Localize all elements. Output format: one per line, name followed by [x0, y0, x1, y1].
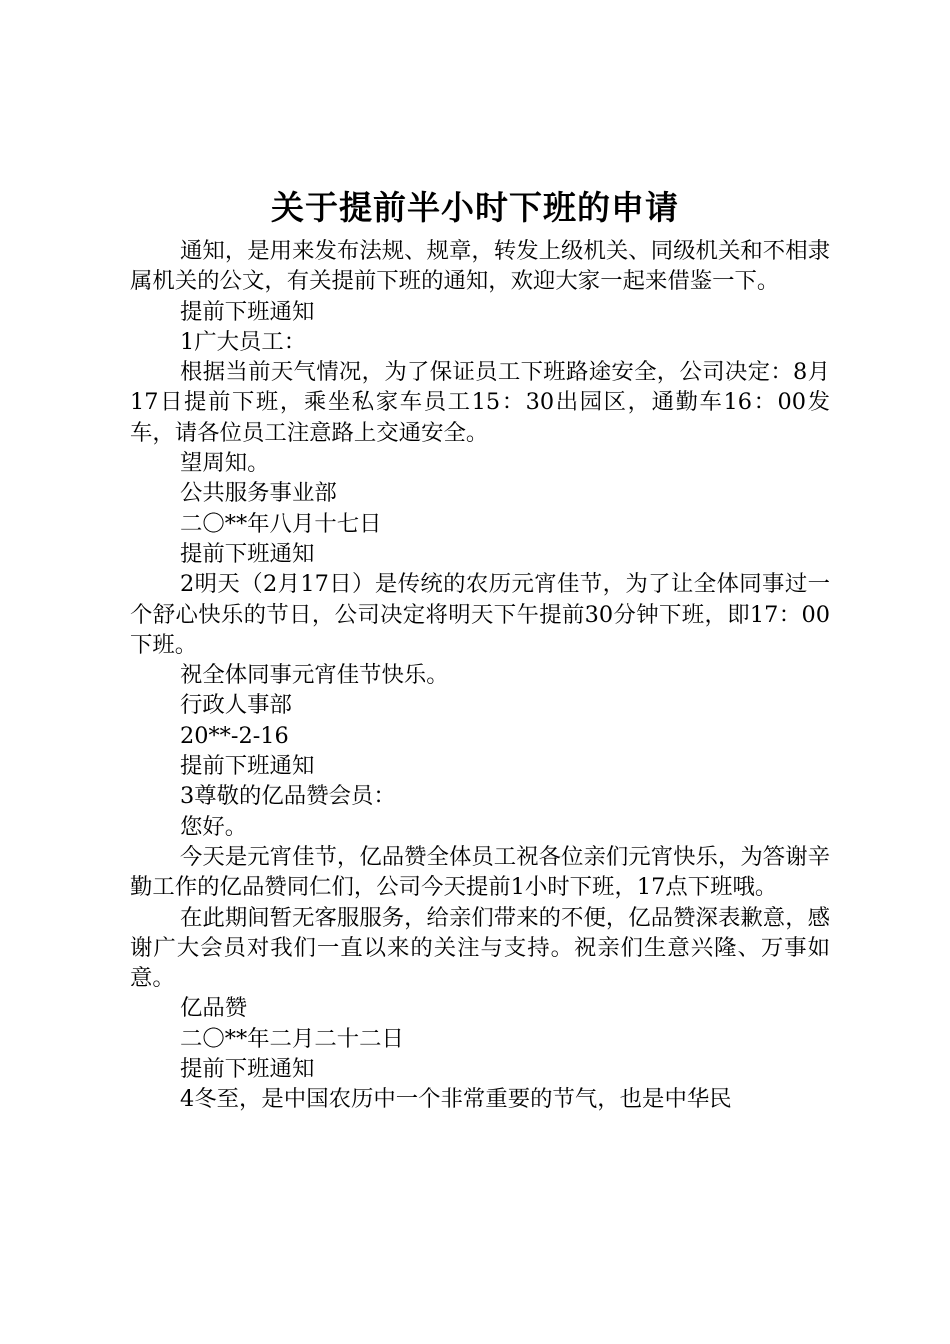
notice-3-greeting: 您好。	[180, 813, 248, 840]
notice-3-issuer: 亿品赞	[180, 995, 248, 1022]
notice-3-body: 今天是元宵佳节，亿品赞全体员工祝各位亲们元宵快乐，为答谢辛勤工作的亿品赞同仁们，公司今天提前1小时下班，17点下班哦。	[130, 843, 830, 901]
notice-3-salutation: 3尊敬的亿品赞会员：	[180, 783, 396, 810]
notice-1-salutation: 1广大员工：	[180, 328, 307, 355]
notice-heading-4: 提前下班通知	[180, 1056, 315, 1083]
notice-2-issuer: 行政人事部	[180, 692, 292, 719]
notice-3-apology: 在此期间暂无客服服务，给亲们带来的不便，亿品赞深表歉意，感谢广大会员对我们一直以来的关注与支持。祝亲们生意兴隆、万事如意。	[130, 904, 830, 992]
notice-4-body: 4冬至，是中国农历中一个非常重要的节气，也是中华民	[180, 1086, 732, 1113]
notice-heading-1: 提前下班通知	[180, 298, 315, 325]
notice-heading-3: 提前下班通知	[180, 753, 315, 780]
notice-2-greeting: 祝全体同事元宵佳节快乐。	[180, 662, 449, 689]
notice-2-date: 20**-2-16	[180, 722, 289, 749]
notice-1-body: 根据当前天气情况，为了保证员工下班路途安全，公司决定：8月17日提前下班，乘坐私家车员工15：30出园区，通勤车16：00发车，请各位员工注意路上交通安全。	[130, 359, 830, 446]
intro-paragraph: 通知，是用来发布法规、规章，转发上级机关、同级机关和不相隶属机关的公文，有关提前下班的通知，欢迎大家一起来借鉴一下。	[130, 238, 830, 295]
notice-1-issuer: 公共服务事业部	[180, 480, 337, 507]
notice-2-body: 2明天（2月17日）是传统的农历元宵佳节，为了让全体同事过一个舒心快乐的节日，公司决定将明天下午提前30分钟下班，即17：00下班。	[130, 571, 830, 658]
notice-1-date: 二〇**年八月十七日	[180, 510, 382, 537]
notice-1-closing: 望周知。	[180, 450, 270, 477]
document-body	[130, 236, 830, 1115]
notice-3-date: 二〇**年二月二十二日	[180, 1025, 404, 1052]
document-title: 关于提前半小时下班的申请	[271, 188, 679, 227]
notice-heading-2: 提前下班通知	[180, 540, 315, 567]
